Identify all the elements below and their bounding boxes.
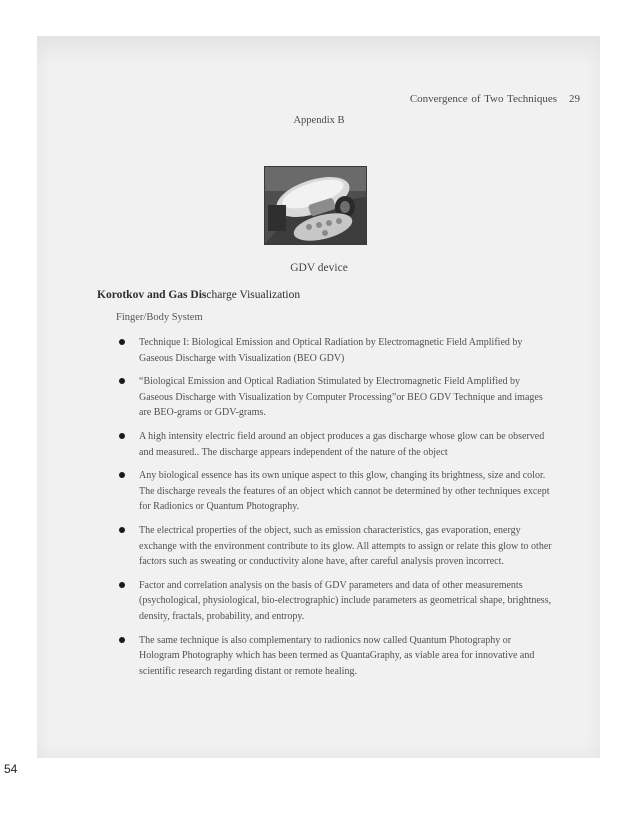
bullet-icon <box>119 472 125 478</box>
subsection-title: Finger/Body System <box>116 312 203 323</box>
list-item <box>112 578 552 625</box>
list-item-text: The electrical properties of the object, such as emission characteristics, gas evaporation, energy exchange with the environment contribute to its glow. All attempts to assign or relate this glow to other factors such as sweating or conductivity alone have, after careful analysis proven incorrect. <box>139 525 552 568</box>
bullet-icon <box>119 637 125 643</box>
list-item-text: “Biological Emission and Optical Radiation Stimulated by Electromagnetic Field Amplified by Gaseous Discharge with Visualization by Computer Processing”or BEO GDV Technique and images are BEO-grams or GDV-grams. <box>139 376 543 419</box>
figure-caption: GDV device <box>290 262 348 274</box>
section-title-bold: Korotkov and Gas Dis <box>97 289 207 301</box>
page-number: 54 <box>4 762 18 776</box>
running-header-page: 29 <box>569 93 580 105</box>
list-item <box>112 468 552 515</box>
list-item-text: The same technique is also complementary to radionics now called Quantum Photography or Hologram Photography which has been termed as QuantaGraphy, as viable area for innovative and scientific research regarding distant or remote healing. <box>139 634 535 677</box>
bullet-icon <box>119 527 125 533</box>
list-item-text: Factor and correlation analysis on the basis of GDV parameters and data of other measurements (psychological, physiological, bio-electrographic) include parameters as geometrical shape, brightness, density, fractals, probability, and entropy. <box>139 579 552 622</box>
list-item <box>112 429 552 460</box>
appendix-label: Appendix B <box>293 115 345 126</box>
running-header <box>410 93 580 105</box>
list-item <box>112 374 552 421</box>
section-title <box>97 289 300 301</box>
bullet-list <box>112 335 552 688</box>
gdv-device-illustration <box>265 167 366 244</box>
bullet-icon <box>119 378 125 384</box>
list-item <box>112 335 552 366</box>
bullet-icon <box>119 433 125 439</box>
list-item-text: A high intensity electric field around an object produces a gas discharge whose glow can be observed and measured.. The discharge appears independent of the nature of the object <box>139 431 545 458</box>
bullet-icon <box>119 339 125 345</box>
gdv-device-photo <box>264 166 367 245</box>
list-item <box>112 523 552 570</box>
scan-artifact <box>37 36 600 66</box>
list-item <box>112 633 552 680</box>
section-title-rest: charge Visualization <box>206 289 301 301</box>
bullet-icon <box>119 582 125 588</box>
list-item-text: Technique I: Biological Emission and Optical Radiation by Electromagnetic Field Amplified by Gaseous Discharge with Visualization (BEO GDV) <box>139 337 523 364</box>
running-header-title: Convergence of Two Techniques <box>409 93 557 105</box>
list-item-text: Any biological essence has its own unique aspect to this glow, changing its brightness, size and color. The discharge reveals the features of an object which cannot be determined by other techniques except for Radionics or Quantum Photography. <box>139 470 550 513</box>
